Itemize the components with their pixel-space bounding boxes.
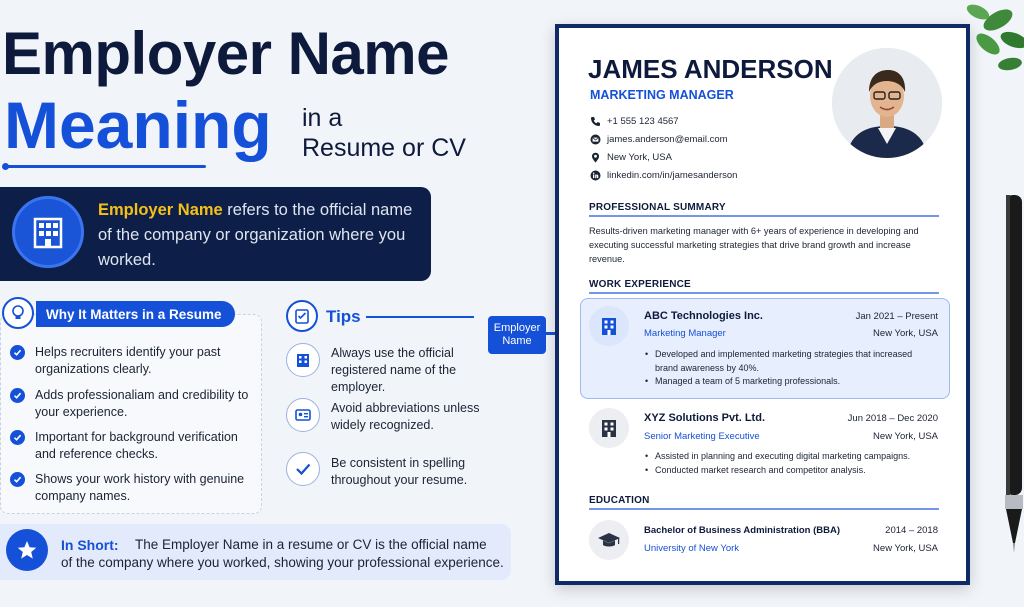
lightbulb-icon [2, 297, 34, 329]
experience-heading: WORK EXPERIENCE [589, 279, 691, 290]
check-icon [10, 472, 25, 487]
why-item [10, 344, 250, 378]
section-divider [589, 508, 939, 510]
why-item [10, 429, 250, 463]
check-circle-icon [286, 452, 320, 486]
contact-location [590, 152, 672, 163]
in-short-text: The Employer Name in a resume or CV is the official name [135, 537, 487, 552]
contact-text: +1 555 123 4567 [607, 116, 679, 127]
tip-text: Always use the official registered name of the employer. [331, 346, 457, 394]
id-card-icon [286, 398, 320, 432]
definition-highlight: Employer Name [98, 201, 223, 219]
job-bullet: • Developed and implemented marketing strategies that increased brand awareness by 40%. [645, 348, 935, 375]
check-icon [10, 388, 25, 403]
education-location: New York, USA [873, 543, 938, 554]
why-item-text: Helps recruiters identify your past organizations clearly. [35, 345, 221, 376]
summary-text: Results-driven marketing manager with 6+ years of experience in developing and executing successful marketing strategies that drive brand growth and increase revenue. [589, 226, 919, 264]
callout-line1: Employer [493, 322, 541, 334]
education-degree: Bachelor of Business Administration (BBA) [644, 525, 841, 536]
definition-body: refers to the official name of the company or organization where you worked. [98, 201, 413, 269]
pen-decoration [996, 195, 1024, 555]
job-company: XYZ Solutions Pvt. Ltd. [644, 412, 765, 424]
education-school: University of New York [644, 543, 740, 554]
contact-text: linkedin.com/in/jamesanderson [607, 170, 738, 181]
building-icon [589, 408, 629, 448]
check-icon [10, 345, 25, 360]
job-role: Senior Marketing Executive [644, 431, 760, 442]
page-title-line2: Meaning [4, 88, 272, 162]
why-item-text: Adds professionaliam and credibility to your experience. [35, 388, 249, 419]
job-dates: Jun 2018 – Dec 2020 [847, 413, 938, 424]
job-bullets [645, 450, 935, 477]
subtitle-line1: in a [302, 104, 343, 132]
definition-text [98, 198, 423, 273]
job-bullet: • Conducted market research and competitor analysis. [645, 464, 935, 478]
tip-text: Avoid abbreviations unless widely recognized. [331, 401, 480, 432]
resume-name: JAMES ANDERSON [588, 54, 833, 84]
why-item-text: Important for background verification and reference checks. [35, 430, 238, 461]
summary-heading: PROFESSIONAL SUMMARY [589, 202, 726, 213]
why-item [10, 471, 250, 505]
linkedin-icon [590, 170, 601, 181]
contact-email[interactable] [590, 134, 728, 145]
job-bullet: • Assisted in planning and executing digital marketing campaigns. [645, 450, 935, 464]
why-item [10, 387, 250, 421]
job-bullet: • Managed a team of 5 marketing professionals. [645, 375, 935, 389]
resume-role: MARKETING MANAGER [590, 88, 734, 102]
education-heading: EDUCATION [589, 495, 650, 506]
in-short-text-line2: of the company where you worked, showing your professional experience. [61, 555, 504, 570]
job-location: New York, USA [873, 431, 938, 442]
graduation-cap-icon [589, 520, 629, 560]
building-icon [286, 343, 320, 377]
job-role: Marketing Manager [644, 328, 726, 339]
building-icon [589, 306, 629, 346]
profile-photo [832, 48, 942, 158]
job-dates: Jan 2021 – Present [855, 311, 938, 322]
section-divider [589, 215, 939, 217]
clipboard-icon [286, 300, 318, 332]
callout-line2: Name [502, 335, 532, 347]
employer-name-callout [488, 316, 546, 354]
tip-text: Be consistent in spelling throughout your resume. [331, 456, 468, 487]
building-icon [12, 196, 84, 268]
page-title-line1: Employer Name [2, 20, 450, 87]
plant-decoration [958, 0, 1024, 90]
section-divider [589, 292, 939, 294]
tips-title: Tips [326, 307, 361, 326]
contact-linkedin[interactable] [590, 170, 737, 181]
tips-underline [366, 316, 474, 318]
contact-phone [590, 116, 679, 127]
contact-text: james.anderson@email.com [607, 134, 728, 145]
why-title: Why It Matters in a Resume [36, 301, 235, 327]
page-subtitle [302, 103, 466, 163]
why-item-text: Shows your work history with genuine company names. [35, 472, 245, 503]
star-icon [6, 529, 48, 571]
education-dates: 2014 – 2018 [885, 525, 938, 536]
email-icon [590, 134, 601, 145]
subtitle-line2: Resume or CV [302, 134, 466, 162]
in-short-label: In Short: [61, 537, 119, 553]
location-icon [590, 152, 601, 163]
title-underline [6, 165, 206, 168]
contact-text: New York, USA [607, 152, 672, 163]
job-bullets [645, 348, 935, 389]
job-location: New York, USA [873, 328, 938, 339]
check-icon [10, 430, 25, 445]
job-company: ABC Technologies Inc. [644, 310, 763, 322]
phone-icon [590, 116, 601, 127]
